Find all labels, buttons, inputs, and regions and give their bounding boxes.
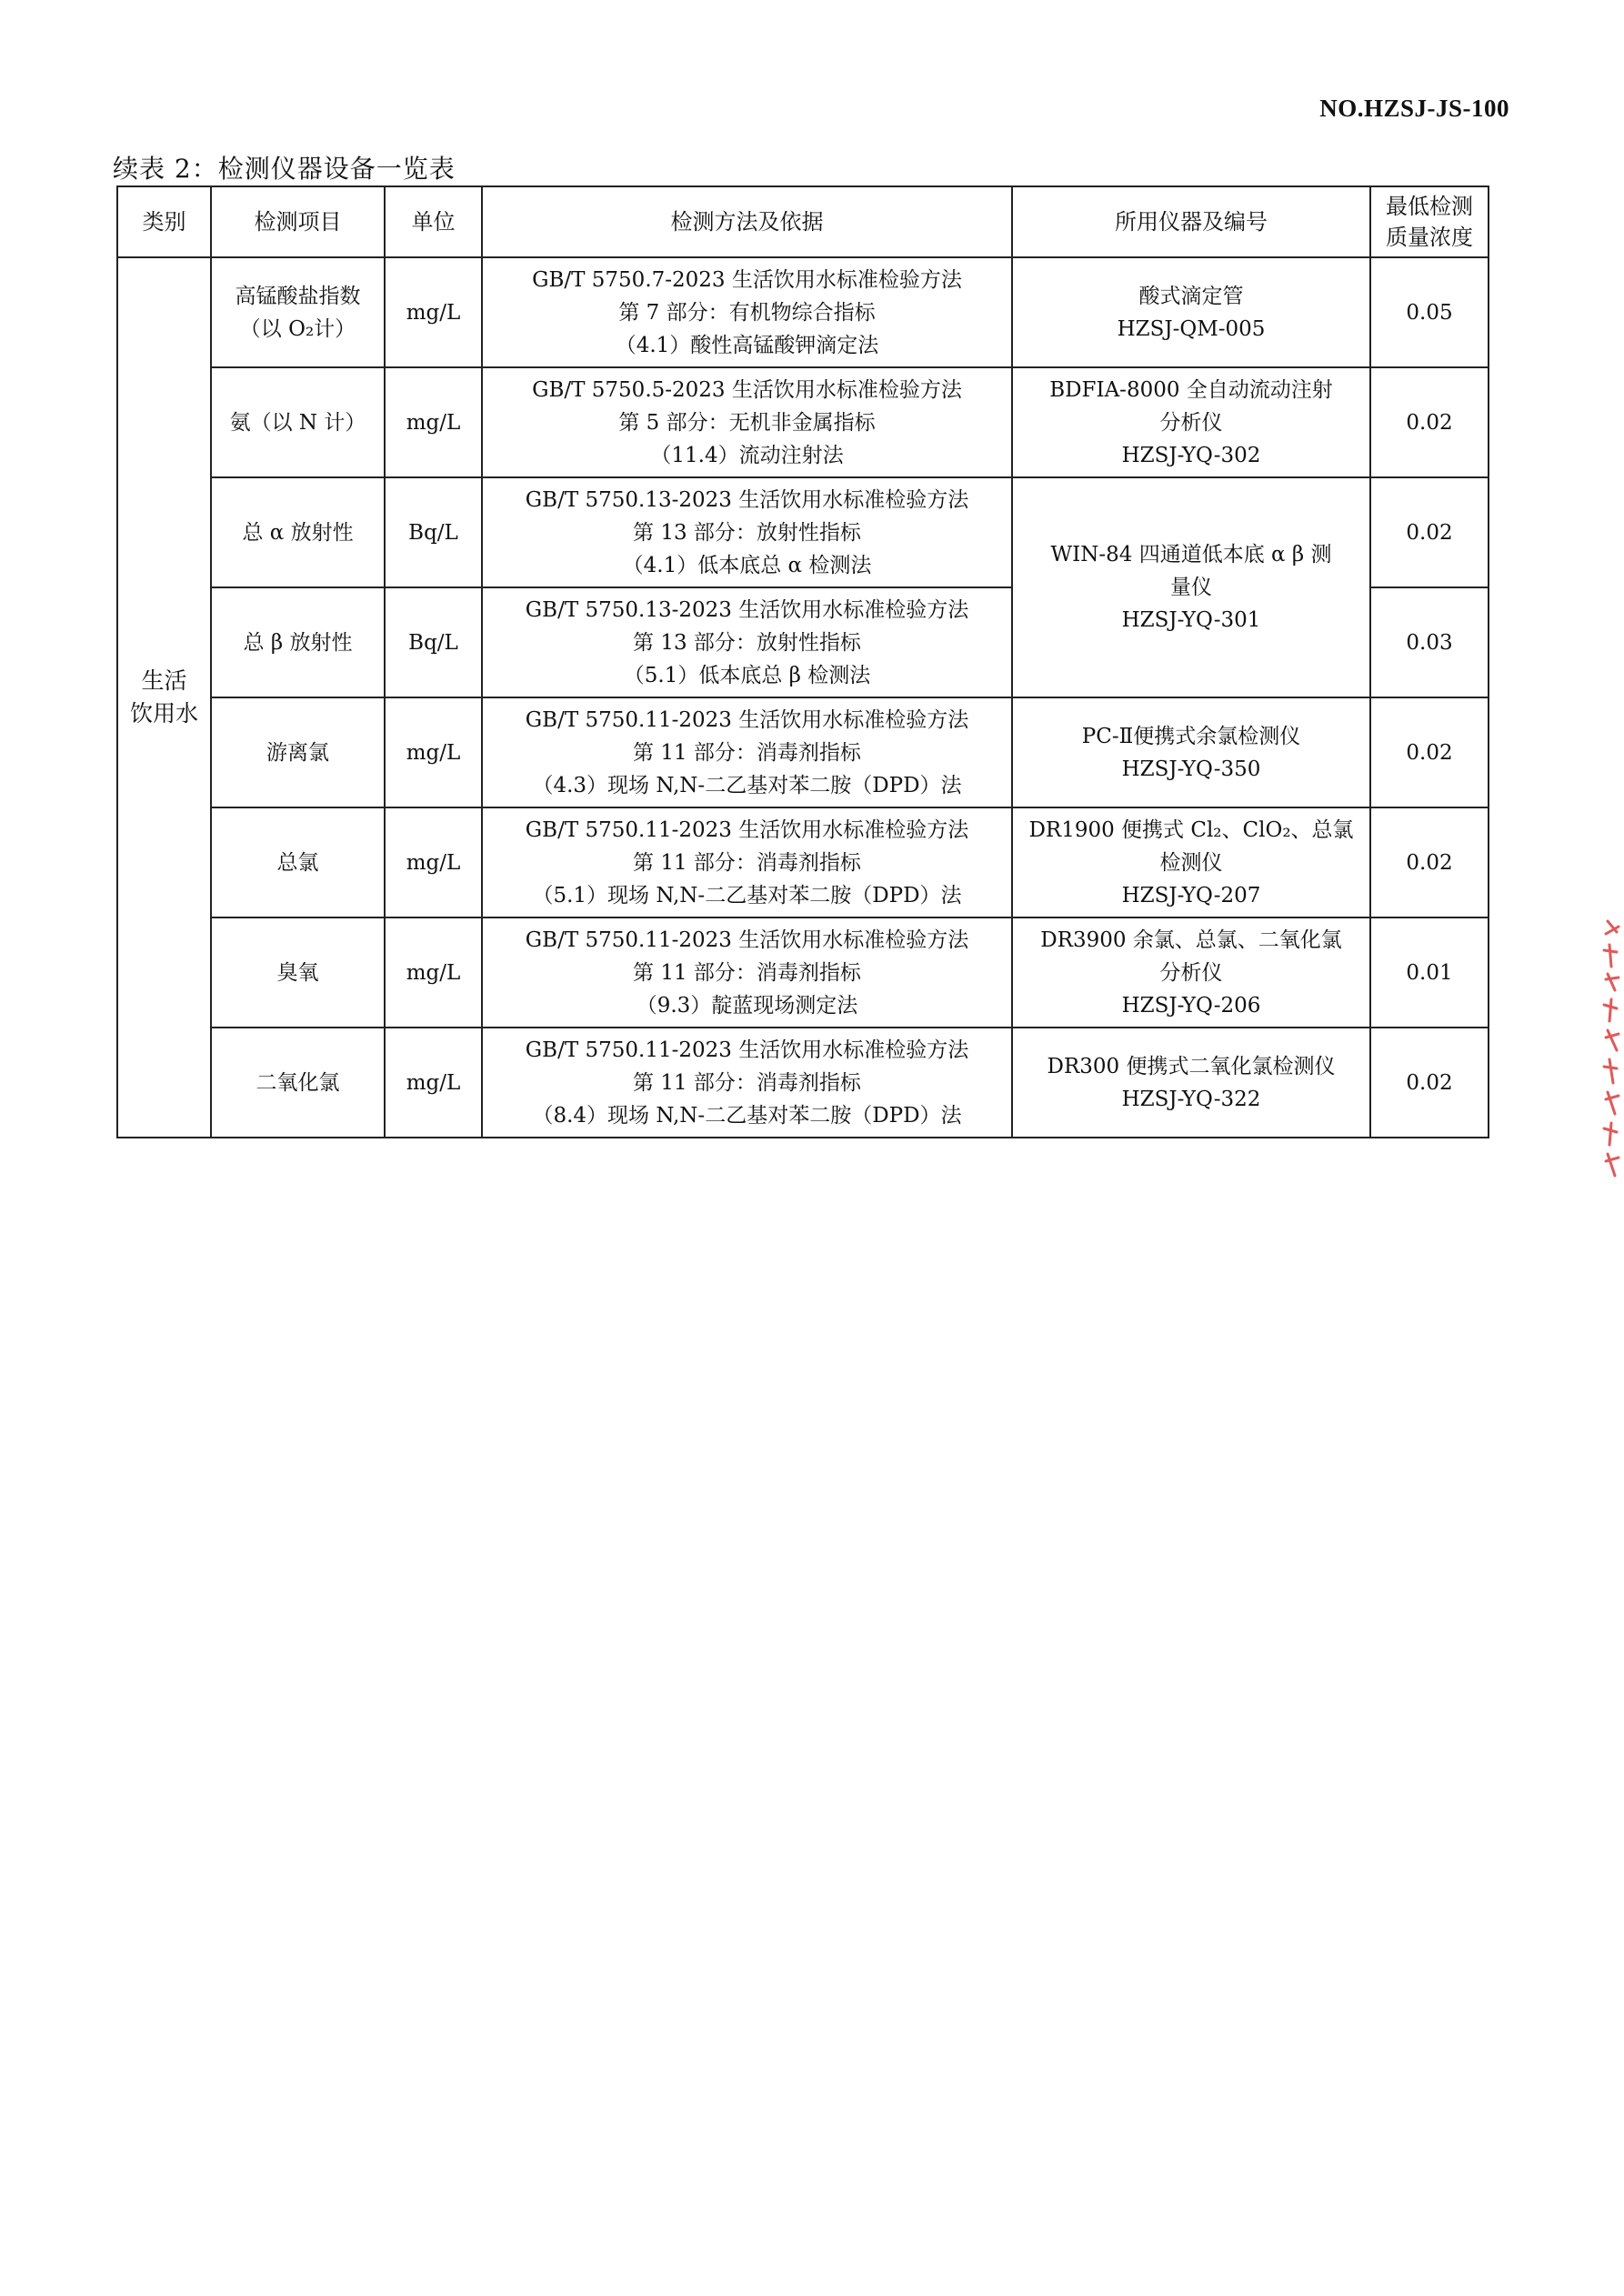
item-cell: 游离氯 — [211, 697, 385, 807]
header-item: 检测项目 — [211, 186, 385, 257]
min-concentration-cell: 0.05 — [1370, 257, 1489, 367]
min-concentration-cell: 0.02 — [1370, 697, 1489, 807]
method-line: GB/T 5750.11-2023 生活饮用水标准检验方法 — [525, 927, 969, 952]
method-cell — [482, 477, 1012, 587]
item-cell: 总 β 放射性 — [211, 587, 385, 697]
unit-cell: mg/L — [385, 1028, 482, 1138]
method-cell — [482, 587, 1012, 697]
min-concentration-cell: 0.02 — [1370, 1028, 1489, 1138]
method-line: （4.3）现场 N,N-二乙基对苯二胺（DPD）法 — [532, 773, 962, 797]
table-row — [117, 697, 1489, 807]
method-line: 第 5 部分：无机非金属指标 — [618, 410, 876, 435]
min-concentration-cell: 0.02 — [1370, 477, 1489, 587]
header-method: 检测方法及依据 — [482, 186, 1012, 257]
instrument-line: BDFIA-8000 全自动流动注射 — [1049, 377, 1333, 402]
instrument-line: HZSJ-YQ-301 — [1121, 608, 1261, 632]
method-line: （4.1）酸性高锰酸钾滴定法 — [615, 333, 879, 357]
table-row — [117, 257, 1489, 367]
header-unit: 单位 — [385, 186, 482, 257]
unit-cell: mg/L — [385, 257, 482, 367]
method-line: 第 11 部分：消毒剂指标 — [633, 1070, 861, 1095]
method-line: GB/T 5750.13-2023 生活饮用水标准检验方法 — [525, 487, 969, 512]
instrument-line: WIN-84 四通道低本底 α β 测 — [1050, 543, 1332, 566]
instrument-cell — [1012, 697, 1370, 807]
instrument-line: PC-Ⅱ便携式余氯检测仪 — [1081, 724, 1301, 748]
instrument-cell — [1012, 917, 1370, 1028]
header-instrument: 所用仪器及编号 — [1012, 186, 1370, 257]
item-cell: 高锰酸盐指数（以 O₂计） — [211, 257, 385, 367]
method-line: 第 11 部分：消毒剂指标 — [633, 850, 861, 875]
table-caption: 续表 2：检测仪器设备一览表 — [113, 154, 456, 184]
method-line: （4.1）低本底总 α 检测法 — [622, 553, 872, 577]
instrument-line: 量仪 — [1170, 576, 1212, 599]
header-min-line2: 质量浓度 — [1386, 225, 1473, 250]
table-row — [117, 1028, 1489, 1138]
method-line: （11.4）流动注射法 — [650, 443, 844, 467]
instrument-line: DR300 便携式二氧化氯检测仪 — [1047, 1054, 1336, 1078]
method-cell — [482, 697, 1012, 807]
unit-cell: Bq/L — [385, 587, 482, 697]
header-category: 类别 — [117, 186, 211, 257]
table-row — [117, 367, 1489, 477]
instrument-cell — [1012, 1028, 1370, 1138]
instrument-line: 分析仪 — [1159, 410, 1223, 435]
instrument-line: HZSJ-YQ-302 — [1121, 443, 1261, 467]
table-header-row — [117, 186, 1489, 257]
seal-stamp — [1599, 914, 1622, 1187]
method-line: GB/T 5750.7-2023 生活饮用水标准检验方法 — [532, 267, 962, 292]
method-cell — [482, 807, 1012, 917]
method-cell — [482, 1028, 1012, 1138]
method-line: 第 11 部分：消毒剂指标 — [633, 740, 861, 765]
method-line: GB/T 5750.11-2023 生活饮用水标准检验方法 — [525, 817, 969, 842]
instrument-line: DR3900 余氯、总氯、二氧化氯 — [1040, 927, 1342, 952]
instrument-line: HZSJ-YQ-350 — [1121, 757, 1261, 781]
instrument-line: 酸式滴定管 — [1138, 284, 1244, 308]
method-line: （8.4）现场 N,N-二乙基对苯二胺（DPD）法 — [532, 1103, 962, 1128]
item-cell: 二氧化氯 — [211, 1028, 385, 1138]
method-line: 第 13 部分：放射性指标 — [633, 630, 861, 655]
method-line: 第 11 部分：消毒剂指标 — [633, 960, 861, 985]
method-cell — [482, 367, 1012, 477]
method-line: （5.1）现场 N,N-二乙基对苯二胺（DPD）法 — [532, 883, 962, 907]
instrument-line: HZSJ-YQ-322 — [1121, 1087, 1261, 1111]
instrument-line: HZSJ-YQ-206 — [1121, 993, 1261, 1018]
method-line: （9.3）靛蓝现场测定法 — [636, 993, 858, 1018]
category-cell — [117, 257, 211, 1138]
method-line: GB/T 5750.5-2023 生活饮用水标准检验方法 — [532, 377, 962, 402]
unit-cell: Bq/L — [385, 477, 482, 587]
document-number: NO.HZSJ-JS-100 — [1319, 95, 1509, 122]
instrument-line: 分析仪 — [1159, 960, 1223, 985]
instrument-line: HZSJ-YQ-207 — [1121, 883, 1261, 907]
instrument-line: DR1900 便携式 Cl₂、ClO₂、总氯 — [1028, 817, 1354, 842]
min-concentration-cell: 0.01 — [1370, 917, 1489, 1028]
instrument-table — [116, 185, 1489, 1138]
instrument-line: HZSJ-QM-005 — [1117, 316, 1266, 341]
item-cell: 氨（以 N 计） — [211, 367, 385, 477]
method-cell — [482, 257, 1012, 367]
item-cell: 臭氧 — [211, 917, 385, 1028]
method-cell — [482, 917, 1012, 1028]
item-cell: 总 α 放射性 — [211, 477, 385, 587]
method-line: 第 7 部分：有机物综合指标 — [618, 300, 876, 325]
method-line: GB/T 5750.11-2023 生活饮用水标准检验方法 — [525, 707, 969, 732]
method-line: （5.1）低本底总 β 检测法 — [623, 663, 871, 687]
min-concentration-cell: 0.02 — [1370, 367, 1489, 477]
instrument-cell — [1012, 807, 1370, 917]
unit-cell: mg/L — [385, 697, 482, 807]
table-row — [117, 477, 1489, 587]
unit-cell: mg/L — [385, 917, 482, 1028]
method-line: GB/T 5750.13-2023 生活饮用水标准检验方法 — [525, 597, 969, 622]
method-line: 第 13 部分：放射性指标 — [633, 520, 861, 545]
instrument-line: 检测仪 — [1159, 850, 1223, 875]
table-row — [117, 807, 1489, 917]
instrument-cell — [1012, 477, 1370, 697]
min-concentration-cell: 0.02 — [1370, 807, 1489, 917]
method-line: GB/T 5750.11-2023 生活饮用水标准检验方法 — [525, 1038, 969, 1062]
min-concentration-cell: 0.03 — [1370, 587, 1489, 697]
unit-cell: mg/L — [385, 807, 482, 917]
item-cell: 总氯 — [211, 807, 385, 917]
header-min-concentration — [1370, 186, 1489, 257]
header-min-line1: 最低检测 — [1386, 194, 1473, 219]
unit-cell: mg/L — [385, 367, 482, 477]
instrument-cell — [1012, 257, 1370, 367]
category-line1: 生活 — [141, 667, 187, 694]
instrument-cell — [1012, 367, 1370, 477]
category-line2: 饮用水 — [129, 700, 198, 727]
table-row — [117, 917, 1489, 1028]
